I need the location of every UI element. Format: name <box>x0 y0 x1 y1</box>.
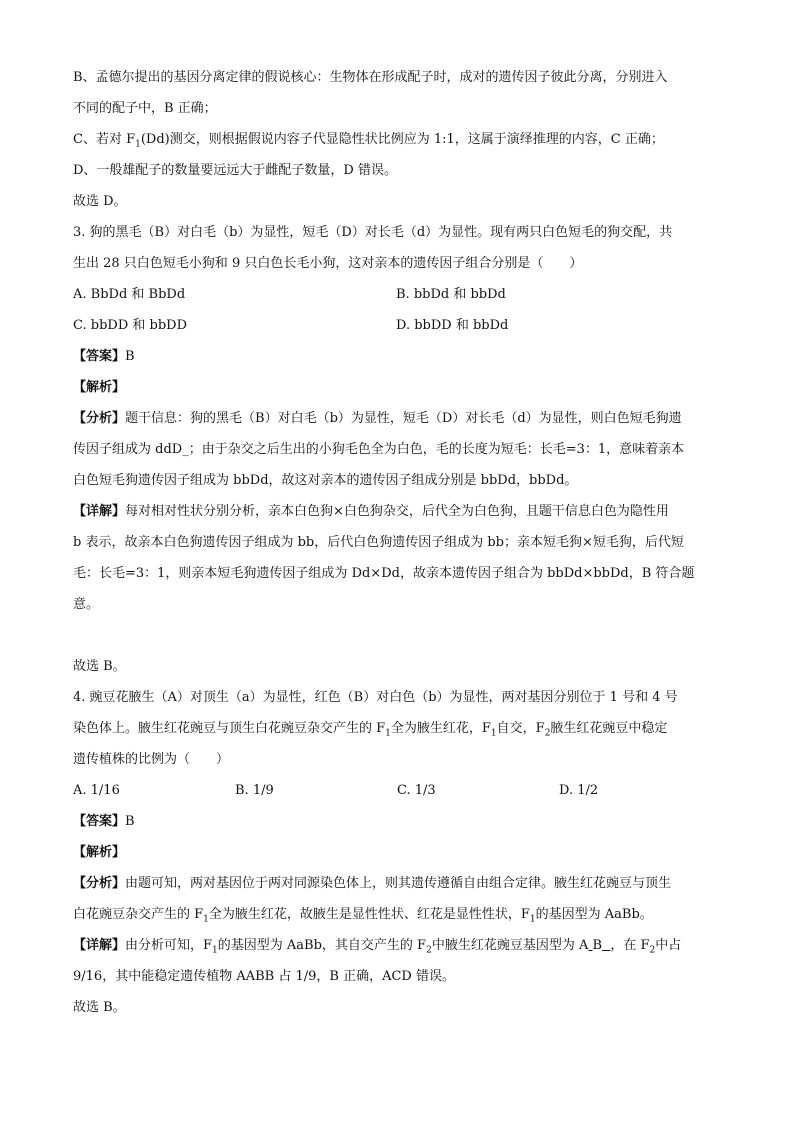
prev-option-d: D、一般雄配子的数量要远远大于雌配子数量，D 错误。 <box>73 163 397 178</box>
q3-stem-line2: 生出 28 只白色短毛小狗和 9 只白色长毛小狗，这对亲本的遗传因子组合分别是（ ） <box>73 256 583 271</box>
q4-option-b: B. 1/9 <box>235 783 274 798</box>
q3-xiangjie-line3: 毛：长毛=3：1，则亲本短毛狗遗传因子组成为 Dd×Dd，故亲本遗传因子组合为 bbDd×bbDd，B 符合题 <box>73 566 695 581</box>
prev-option-c: C、若对 $F_1(Dd)$测交，则根据假说内容子代显隐性状比例应为 1:1，这属于演绎推理的内容，C 正确； <box>73 132 664 150</box>
document-page <box>73 62 723 1023</box>
q3-fenxi-line1: 【分析】题干信息：狗的黑毛（B）对白毛（b）为显性，短毛（D）对长毛（d）为显性，则白色短毛狗遗 <box>73 411 682 426</box>
q4-answer: 【答案】B <box>73 814 135 829</box>
q3-stem-line1: 3. 狗的黑毛（B）对白毛（b）为显性，短毛（D）对长毛（d）为显性。现有两只白色短毛的狗交配，共 <box>73 225 673 240</box>
q3-option-a: A. BbDd 和 BbDd <box>73 287 186 302</box>
q4-stem-line3: 遗传植株的比例为（ ） <box>73 752 230 767</box>
q4-stem-line1: 4. 豌豆花腋生（A）对顶生（a）为显性，红色（B）对白色（b）为显性，两对基因分别位于 1 号和 4 号 <box>73 690 678 705</box>
prev-option-b-line2: 不同的配子中，B 正确； <box>73 101 217 116</box>
q3-fenxi-line3: 白色短毛狗遗传因子组成为 bbDd，故这对亲本的遗传因子组成分别是 bbDd，bbDd。 <box>73 473 578 488</box>
q4-analysis-heading: 【解析】 <box>73 845 126 860</box>
q3-options-row2 <box>73 310 723 341</box>
q4-option-c: C. 1/3 <box>397 783 436 798</box>
q3-answer: 【答案】B <box>73 349 135 364</box>
q4-option-d: D. 1/2 <box>559 783 599 798</box>
q4-fenxi-line2: 白花豌豆杂交产生的 $F_1$全为腋生红花，故腋生是显性性状、红花是显性性状，$F_1$的基因型为 AaBb。 <box>73 907 653 925</box>
prev-option-b-line1: B、孟德尔提出的基因分离定律的假说核心：生物体在形成配子时，成对的遗传因子彼此分离，分别进入 <box>73 70 668 85</box>
q3-choice: 故选 B。 <box>73 659 126 674</box>
q3-option-d: D. bbDD 和 bbDd <box>396 318 509 333</box>
q3-xiangjie-line4: 意。 <box>73 597 100 612</box>
q4-choice: 故选 B。 <box>73 1000 126 1015</box>
q4-options-row <box>73 775 723 806</box>
q3-fenxi-line2: 传因子组成为 ddD_；由于杂交之后生出的小狗毛色全为白色，毛的长度为短毛：长毛=3：1，意味着亲本 <box>73 442 685 457</box>
prev-choice: 故选 D。 <box>73 194 127 209</box>
q3-xiangjie-line1: 【详解】每对相对性状分别分析，亲本白色狗×白色狗杂交，后代全为白色狗，且题干信息白色为隐性用 <box>73 504 669 519</box>
q4-stem-line2: 染色体上。腋生红花豌豆与顶生白花豌豆杂交产生的 $F_1$全为腋生红花，$F_1$自交，$F_2$腋生红花豌豆中稳定 <box>73 721 668 739</box>
q3-options-row1 <box>73 279 723 310</box>
q3-xiangjie-line2: b 表示，故亲本白色狗遗传因子组成为 bb，后代白色狗遗传因子组成为 bb；亲本短毛狗×短毛狗，后代短 <box>73 535 684 550</box>
q4-option-a: A. 1/16 <box>73 783 120 798</box>
q4-fenxi-line1: 【分析】由题可知，两对基因位于两对同源染色体上，则其遗传遵循自由组合定律。腋生红花豌豆与顶生 <box>73 876 672 891</box>
q4-xiangjie-line1: 【详解】由分析可知，$F_1$的基因型为 AaBb，其自交产生的 $F_2$中腋生红花豌豆基因型为 A B ，在 $F_2$中占 <box>73 938 682 956</box>
q3-option-b: B. bbDd 和 bbDd <box>396 287 506 302</box>
q3-analysis-heading: 【解析】 <box>73 380 126 395</box>
q3-option-c: C. bbDD 和 bbDD <box>73 318 187 333</box>
spacer <box>73 620 723 651</box>
q4-xiangjie-line2: 9/16，其中能稳定遗传植物 AABB 占 1/9，B 正确，ACD 错误。 <box>73 969 455 984</box>
